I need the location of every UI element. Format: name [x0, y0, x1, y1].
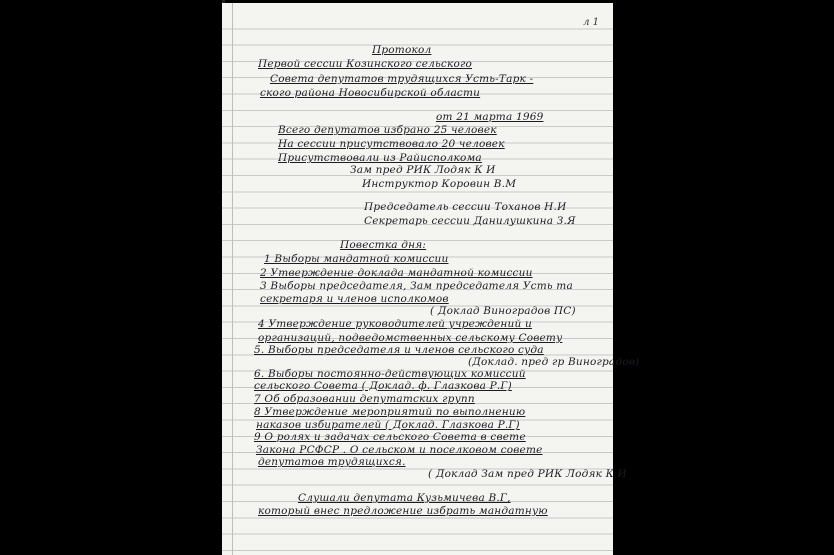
text-line: 1 Выборы мандатной комиссии: [264, 253, 449, 265]
text-line: Присутствовали из Райисполкома: [278, 152, 482, 164]
text-line: 2 Утверждение доклада мандатной комиссии: [260, 267, 533, 279]
text-line: На сессии присутствовало 20 человек: [278, 138, 505, 150]
text-line: 6. Выборы постоянно-действующих комиссий: [254, 368, 526, 380]
text-line: 7 Об образовании депутатских групп: [254, 393, 475, 405]
text-line: ( Доклад Зам пред РИК Лодяк К И: [428, 468, 627, 480]
page-margin-line: [232, 3, 233, 555]
text-line: Протокол: [372, 44, 432, 56]
text-line: Председатель сессии Тоханов Н.И: [364, 201, 567, 213]
text-line: Секретарь сессии Данилушкина З.Я: [364, 215, 576, 227]
text-line: Первой сессии Козинского сельского: [258, 58, 473, 70]
text-line: Совета депутатов трудящихся Усть-Тарк -: [270, 73, 534, 85]
text-line: от 21 марта 1969: [436, 111, 544, 123]
text-line: Зам пред РИК Лодяк К И: [350, 164, 496, 176]
text-line: сельского Совета ( Доклад. ф. Глазкова Р.Г): [254, 380, 512, 392]
text-line: депутатов трудящихся.: [258, 456, 406, 468]
text-line: Инструктор Коровин В.М: [362, 178, 517, 190]
scanned-page: [222, 3, 640, 555]
text-line: 3 Выборы председателя, Зам председателя Усть та: [260, 280, 573, 292]
page-number: л 1: [583, 17, 599, 28]
text-line: 8 Утверждение мероприятий по выполнению: [254, 406, 526, 418]
text-line: 5. Выборы председателя и членов сельского суда: [254, 344, 544, 356]
text-line: 4 Утверждение руководителей учреждений и: [258, 318, 532, 330]
text-line: Закона РСФСР . О сельском и поселковом совете: [256, 444, 543, 456]
text-line: Всего депутатов избрано 25 человек: [278, 124, 497, 136]
text-line: который внес предложение избрать мандатную: [258, 505, 548, 517]
text-line: организаций, подведомственных сельскому Совету: [258, 332, 563, 344]
text-line: ского района Новосибирской области: [260, 87, 481, 99]
text-line: наказов избирателей ( Доклад. Глазкова Р.Г): [256, 419, 520, 431]
text-line: Повестка дня:: [340, 239, 427, 251]
text-line: Слушали депутата Кузьмичева В.Г,: [298, 492, 511, 504]
text-line: (Доклад. пред гр Виноградов): [468, 356, 640, 368]
text-line: секретаря и членов исполкомов: [260, 293, 449, 305]
text-line: ( Доклад Виноградов ПС): [430, 305, 576, 317]
text-line: 9 О ролях и задачах сельского Совета в свете: [254, 431, 526, 443]
